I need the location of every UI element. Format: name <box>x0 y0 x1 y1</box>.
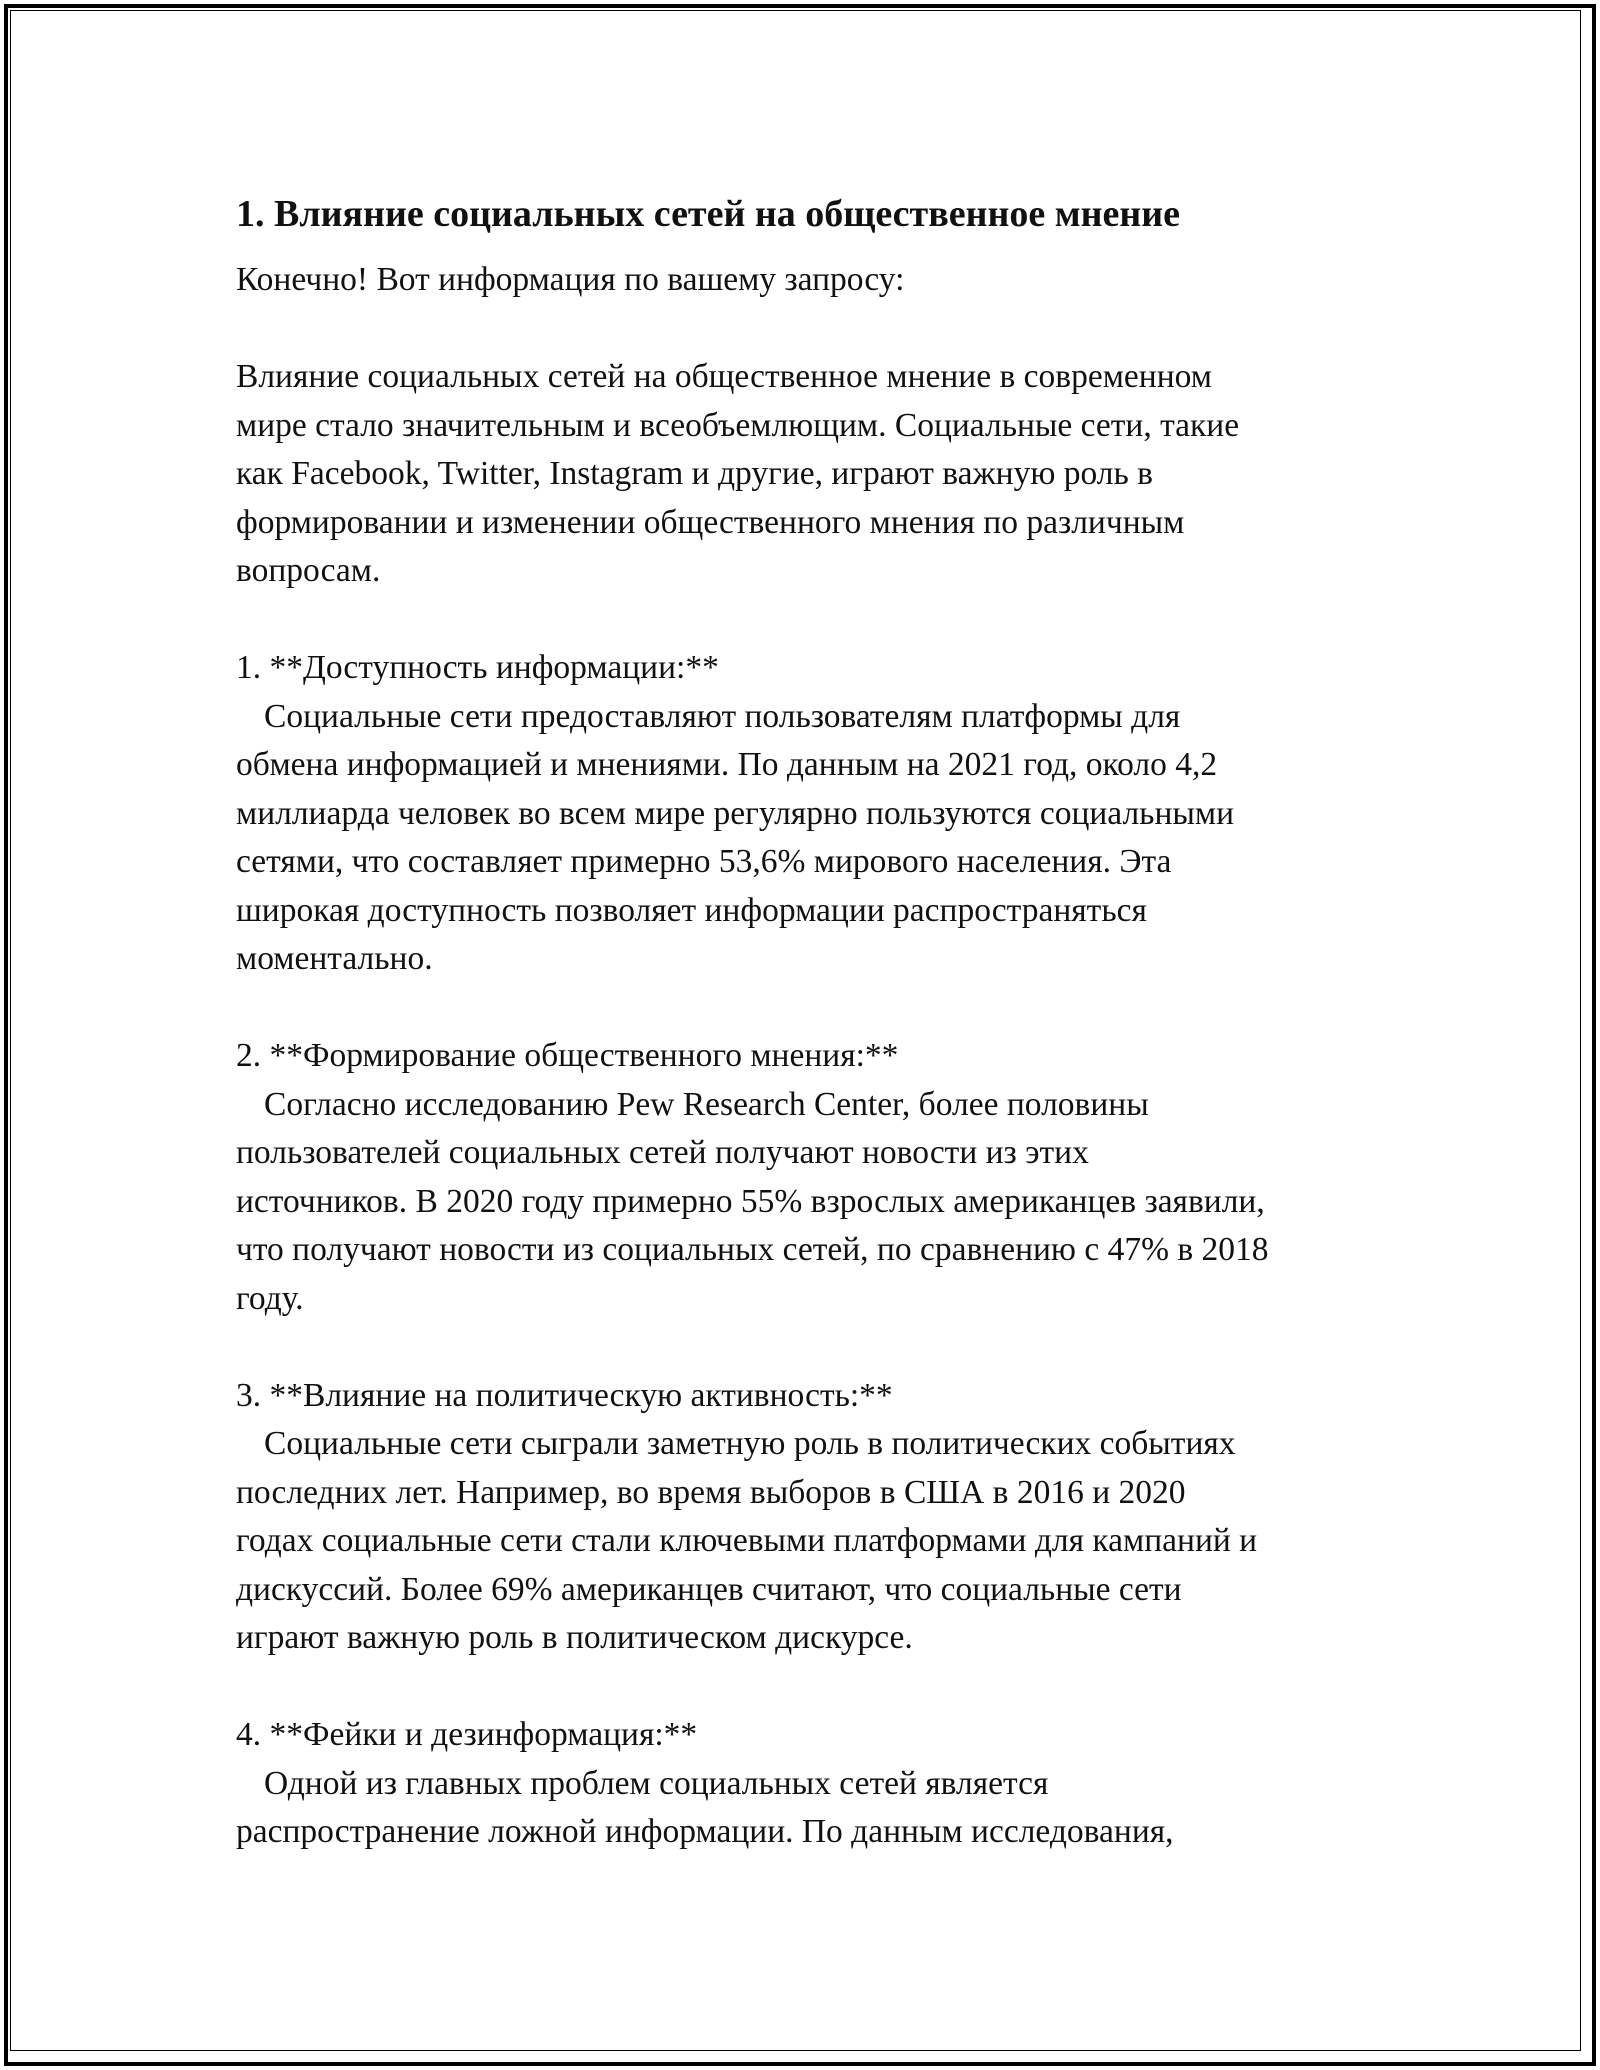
section-3 <box>236 1372 1386 1663</box>
section-body: Согласно исследованию Pew Research Center, более половины пользователей социальных сетей получают новости из этих источников. В 2020 году примерно 55% взрослых американцев заявили, что получают новости из социальных сетей, по сравнению с 47% в 2018 году. <box>236 1085 1269 1317</box>
section-body: Социальные сети сыграли заметную роль в политических событиях последних лет. Например, во время выборов в США в 2016 и 2020 годах социальные сети стали ключевыми платформами для кампаний и дискуссий. Более 69% американцев считают, что социальные сети играют важную роль в политическом дискурсе. <box>236 1425 1258 1656</box>
section-body: Одной из главных проблем социальных сетей является распространение ложной информации. По данным исследования, <box>236 1764 1174 1850</box>
section-heading: 3. **Влияние на политическую активность:** <box>236 1376 893 1414</box>
section-2 <box>236 1032 1386 1323</box>
section-body: Социальные сети предоставляют пользователям платформы для обмена информацией и мнениями. По данным на 2021 год, около 4,2 миллиарда человек во всем мире регулярно пользуются социальными сетями, что составляет примерно 53,6% мирового населения. Эта широкая доступность позволяет информации распространяться моментально. <box>236 697 1235 977</box>
section-1 <box>236 644 1386 984</box>
section-heading: 2. **Формирование общественного мнения:** <box>236 1037 899 1074</box>
section-heading: 4. **Фейки и дезинформация:** <box>236 1716 698 1753</box>
document-content <box>236 186 1386 1857</box>
intro-text: Конечно! Вот информация по вашему запросу: <box>236 261 905 298</box>
intro-paragraph: Влияние социальных сетей на общественное мнение в современном мире стало значительным и всеобъемлющим. Социальные сети, такие как Facebook, Twitter, Instagram и другие, играют важную роль в формировании и изменении общественного мнения по различным вопросам. <box>236 358 1240 589</box>
section-heading: 1. **Доступность информации:** <box>236 649 719 686</box>
section-4 <box>236 1711 1386 1857</box>
document-title: 1. Влияние социальных сетей на общественное мнение <box>236 193 1181 235</box>
